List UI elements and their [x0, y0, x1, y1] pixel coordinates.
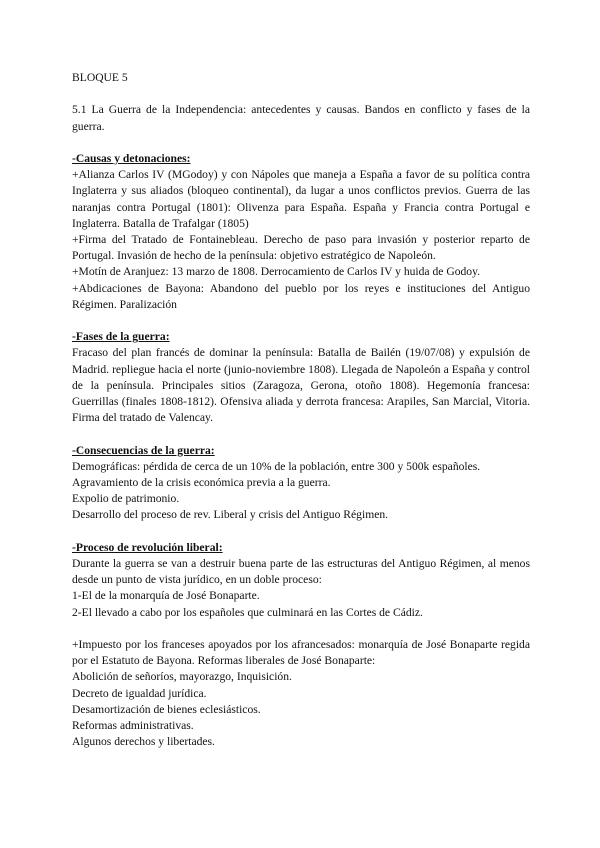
proceso-intro: Durante la guerra se van a destruir buena parte de las estructuras del Antiguo Régimen, al menos desde un punto de vista jurídico, en un doble proceso: — [72, 557, 530, 587]
causas-paragraph-3: +Motín de Aranjuez: 13 marzo de 1808. Derrocamiento de Carlos IV y huida de Godoy. — [72, 265, 481, 279]
consecuencias-line-1: Demográficas: pérdida de cerca de un 10% de la población, entre 300 y 500k españoles. — [72, 459, 481, 473]
consecuencias-line-3: Expolio de patrimonio. — [72, 492, 180, 506]
impuesto-intro: +Impuesto por los franceses apoyados por los afrancesados: monarquía de José Bonaparte regida por el Estatuto de Bayona. Reformas liberales de José Bonaparte: — [72, 638, 530, 668]
impuesto-line-2: Decreto de igualdad jurídica. — [72, 686, 207, 700]
impuesto-line-3: Desamortización de bienes eclesiásticos. — [72, 702, 261, 716]
impuesto-line-5: Algunos derechos y libertades. — [72, 735, 215, 749]
section-heading-fases: -Fases de la guerra: — [72, 330, 170, 344]
spacer — [72, 313, 530, 329]
spacer — [72, 426, 530, 442]
impuesto-line-1: Abolición de señoríos, mayorazgo, Inquisición. — [72, 670, 292, 684]
spacer — [72, 135, 530, 151]
section-heading-causas: -Causas y detonaciones: — [72, 151, 191, 165]
proceso-line-2: 2-El llevado a cabo por los españoles que culminará en las Cortes de Cádiz. — [72, 605, 423, 619]
spacer — [72, 621, 530, 637]
section-heading-consecuencias: -Consecuencias de la guerra: — [72, 443, 215, 457]
causas-paragraph-4: +Abdicaciones de Bayona: Abandono del pueblo por los reyes e instituciones del Antiguo Régimen. Paralización — [72, 281, 530, 311]
causas-paragraph-2: +Firma del Tratado de Fontainebleau. Derecho de paso para invasión y posterior reparto de Portugal. Invasión de hecho de la península: objetivo estratégico de Napoleón. — [72, 233, 530, 263]
consecuencias-line-4: Desarrollo del proceso de rev. Liberal y crisis del Antiguo Régimen. — [72, 508, 389, 522]
fases-paragraph-1: Fracaso del plan francés de dominar la península: Batalla de Bailén (19/07/08) y expulsión de Madrid. repliegue hacia el norte (junio-noviembre 1808). Llegada de Napoleón a España y control de la península. Principales sitios (Zaragoza, Gerona, otoño 1808). Hegemonía francesa: Guerrillas (finales 1808-1812). Ofensiva aliada y derrota francesa: Arapiles, San Marcial, Vitoria. Firma del tratado de Valencay. — [72, 346, 530, 425]
impuesto-line-4: Reformas administrativas. — [72, 719, 194, 733]
topic-title: 5.1 La Guerra de la Independencia: antecedentes y causas. Bandos en conflicto y fases de la guerra. — [72, 103, 530, 133]
consecuencias-line-2: Agravamiento de la crisis económica previa a la guerra. — [72, 476, 331, 490]
spacer — [72, 86, 530, 102]
block-title: BLOQUE 5 — [72, 71, 128, 84]
proceso-line-1: 1-El de la monarquía de José Bonaparte. — [72, 589, 260, 603]
spacer — [72, 524, 530, 540]
section-heading-proceso: -Proceso de revolución liberal: — [72, 540, 223, 554]
causas-paragraph-1: +Alianza Carlos IV (MGodoy) y con Nápoles que maneja a España a favor de su política contra Inglaterra y sus aliados (bloqueo continental), da lugar a unos conflictos previos. Guerra de las naranjas contra Portugal (1801): Olivenza para España. España y Francia contra Portugal e Inglaterra. Batalla de Trafalgar (1805) — [72, 168, 530, 230]
document-page — [72, 70, 530, 750]
